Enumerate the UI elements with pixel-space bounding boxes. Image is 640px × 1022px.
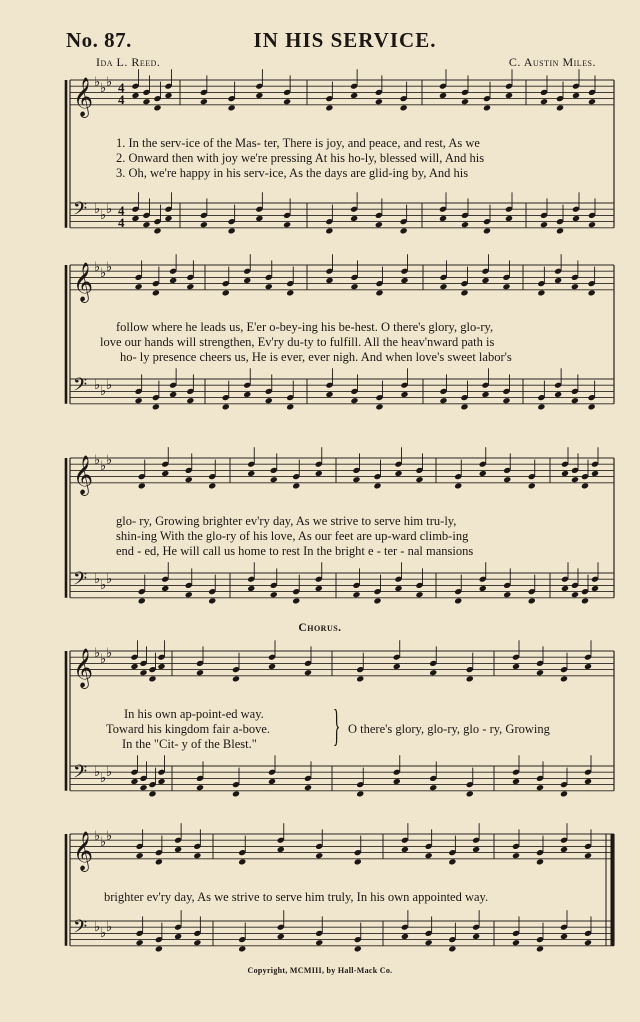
verse3-line1: 3. Oh, we're happy in his serv-ice, As the days are glid-ing by, And his [116,166,469,180]
svg-text:♭: ♭ [94,260,101,275]
svg-text:♭: ♭ [94,75,101,90]
verse2-line3: shin-ing With the glo-ry of his love, As our feet are up-ward climb-ing [116,529,469,543]
svg-text:4: 4 [118,203,125,218]
svg-text:♭: ♭ [100,578,107,593]
svg-text:𝄢: 𝄢 [73,199,88,224]
svg-text:♭: ♭ [94,202,101,217]
svg-text:4: 4 [118,92,125,107]
hymn-title: IN HIS SERVICE. [253,28,437,52]
verse3-line3: end - ed, He will call us home to rest In the bright e - ter - nal mansions [116,544,474,558]
svg-text:4: 4 [118,215,125,230]
composer-credit: C. Austin Miles. [508,55,596,69]
verse2-line2: love our hands will strengthen, Ev'ry du-ty to fulfill. All the heav'nward path is [100,335,495,349]
svg-text:♭: ♭ [106,765,113,780]
verse1-line3: glo- ry, Growing brighter ev'ry day, As we strive to serve him tru-ly, [116,514,457,528]
brace: } [332,701,341,750]
note-heads [130,69,599,952]
svg-text:♭: ♭ [100,384,107,399]
svg-text:♭: ♭ [94,378,101,393]
svg-text:♭: ♭ [106,378,113,393]
svg-text:𝄞: 𝄞 [73,261,94,302]
svg-text:♭: ♭ [94,646,101,661]
svg-text:♭: ♭ [100,459,107,474]
svg-text:♭: ♭ [106,572,113,587]
verse1-line2: follow where he leads us, E'er o-bey-ing his be-hest. O there's glory, glo-ry, [116,320,494,334]
svg-text:𝄢: 𝄢 [73,569,88,594]
svg-text:♭: ♭ [94,829,101,844]
chorus-label: Chorus. [298,622,342,634]
hymn-number: No. 87. [66,28,132,52]
svg-text:♭: ♭ [106,920,113,935]
svg-text:♭: ♭ [106,646,113,661]
verse1-line4: In his own ap-point-ed way. [124,707,264,721]
svg-text:♭: ♭ [100,81,107,96]
verse1-line1: 1. In the serv-ice of the Mas- ter, There is joy, and peace, and rest, As we [116,136,480,150]
svg-text:♭: ♭ [106,260,113,275]
svg-text:♭: ♭ [94,572,101,587]
svg-text:♭: ♭ [94,765,101,780]
svg-text:𝄞: 𝄞 [73,647,94,688]
verse2-line4: Toward his kingdom fair a-bove. [106,722,271,736]
verse3-line4: In the "Cit- y of the Blest." [122,737,257,751]
staff-lines [66,75,614,946]
lyricist-credit: Ida L. Reed. [96,55,161,69]
verse3-line2: ho- ly presence cheers us, He is ever, ever nigh. And when love's sweet labor's [120,350,512,364]
svg-text:♭: ♭ [100,835,107,850]
svg-text:♭: ♭ [106,829,113,844]
svg-text:♭: ♭ [100,652,107,667]
svg-text:♭: ♭ [106,75,113,90]
svg-text:♭: ♭ [100,771,107,786]
svg-text:4: 4 [118,80,125,95]
svg-text:𝄞: 𝄞 [73,830,94,871]
svg-text:♭: ♭ [100,926,107,941]
svg-text:♭: ♭ [100,266,107,281]
svg-text:♭: ♭ [106,453,113,468]
copyright-notice: Copyright, MCMIII, by Hall-Mack Co. [247,966,393,975]
svg-text:𝄞: 𝄞 [73,454,94,495]
chorus-line2: brighter ev'ry day, As we strive to serve him truly, In his own appointed way. [104,890,489,904]
verse2-line1: 2. Onward then with joy we're pressing At his ho-ly, blessed will, And his [116,151,485,165]
svg-text:𝄢: 𝄢 [73,375,88,400]
svg-text:𝄢: 𝄢 [73,917,88,942]
svg-text:♭: ♭ [94,920,101,935]
chorus-line1: O there's glory, glo-ry, glo - ry, Growing [348,722,550,736]
svg-text:♭: ♭ [94,453,101,468]
svg-text:♭: ♭ [100,208,107,223]
svg-text:𝄞: 𝄞 [73,76,94,117]
svg-text:♭: ♭ [106,202,113,217]
svg-text:𝄢: 𝄢 [73,762,88,787]
